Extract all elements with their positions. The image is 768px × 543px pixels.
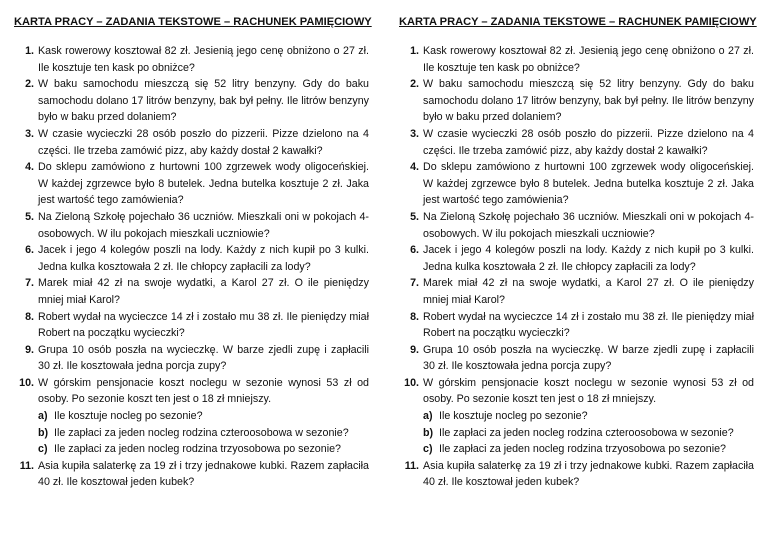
task-number: 5.	[410, 210, 419, 223]
task-item	[14, 76, 369, 126]
task-number: 9.	[25, 343, 34, 356]
task-number: 3.	[25, 127, 34, 140]
task-item	[399, 159, 754, 209]
task-number: 8.	[410, 310, 419, 323]
subtask-letter: a)	[38, 410, 48, 423]
task-text: Asia kupiła salaterkę za 19 zł i trzy jednakowe kubki. Razem zapłaciła 40 zł. Ile kosztował jeden kubek?	[38, 459, 369, 489]
task-item	[399, 242, 754, 275]
task-text: Robert wydał na wycieczce 14 zł i zostało mu 38 zł. Ile pieniędzy miał Robert na początku wycieczki?	[38, 310, 369, 340]
task-number: 7.	[410, 277, 419, 290]
task-item	[399, 43, 754, 76]
task-text: Kask rowerowy kosztował 82 zł. Jesienią jego cenę obniżono o 27 zł. Ile kosztuje ten kask po obniżce?	[423, 45, 754, 74]
subtask-item	[423, 408, 754, 425]
task-item	[399, 458, 754, 491]
task-item	[399, 209, 754, 242]
task-list	[399, 43, 754, 491]
task-text: W baku samochodu mieszczą się 52 litry benzyny. Gdy do baku samochodu dolano 17 litrów benzyny, bak był pełny. Ile litrów benzyny było w baku przed dolaniem?	[38, 78, 369, 124]
task-number: 6.	[25, 244, 34, 257]
task-number: 1.	[25, 45, 34, 57]
task-number: 4.	[25, 161, 34, 174]
task-item	[399, 275, 754, 308]
subtask-item	[423, 441, 754, 458]
task-item	[14, 126, 369, 159]
task-text: Jacek i jego 4 kolegów poszli na lody. Każdy z nich kupił po 3 kulki. Jedna kulka kosztowała 2 zł. Ile chłopcy zapłacili za lody?	[423, 244, 754, 273]
subtask-list	[423, 408, 754, 458]
subtask-item	[423, 425, 754, 442]
task-item	[399, 126, 754, 159]
task-item	[14, 159, 369, 209]
subtask-letter: a)	[423, 410, 433, 423]
task-text: W czasie wycieczki 28 osób poszło do pizzerii. Pizze dzielono na 4 części. Ile trzeba zamówić pizz, aby każdy dostał 2 kawałki?	[38, 127, 369, 157]
task-text: Robert wydał na wycieczce 14 zł i zostało mu 38 zł. Ile pieniędzy miał Robert na początku wycieczki?	[423, 310, 754, 340]
subtask-item	[38, 408, 369, 425]
subtask-letter: b)	[423, 426, 434, 439]
task-item	[14, 43, 369, 76]
subtask-item	[38, 425, 369, 442]
task-number: 6.	[410, 244, 419, 257]
task-text: Marek miał 42 zł na swoje wydatki, a Karol 27 zł. O ile pieniędzy mniej miał Karol?	[423, 277, 754, 306]
task-item	[399, 309, 754, 342]
worksheet-left	[14, 16, 372, 543]
task-item	[14, 342, 369, 375]
task-text: Do sklepu zamówiono z hurtowni 100 zgrzewek wody oligoceńskiej. W każdej zgrzewce było 8 butelek. Jedna butelka kosztuje 2 zł. Jaka jest wartość tego zamówienia?	[423, 161, 754, 207]
subtask-letter: b)	[38, 426, 49, 439]
subtask-text: Ile zapłaci za jeden nocleg rodzina czteroosobowa w sezonie?	[54, 426, 349, 439]
subtask-letter: c)	[423, 443, 433, 456]
task-number: 10.	[19, 376, 34, 389]
task-number: 7.	[25, 277, 34, 290]
task-number: 5.	[25, 210, 34, 223]
task-number: 3.	[410, 127, 419, 140]
worksheet-title: KARTA PRACY – ZADANIA TEKSTOWE – RACHUNEK PAMIĘCIOWY	[14, 16, 372, 28]
task-text: Grupa 10 osób poszła na wycieczkę. W barze zjedli zupę i zapłacili 30 zł. Ile kosztowała jedna porcja zupy?	[38, 343, 369, 373]
subtask-letter: c)	[38, 443, 48, 456]
task-text: Grupa 10 osób poszła na wycieczkę. W barze zjedli zupę i zapłacili 30 zł. Ile kosztowała jedna porcja zupy?	[423, 343, 754, 373]
task-number: 9.	[410, 343, 419, 356]
task-text: Jacek i jego 4 kolegów poszli na lody. Każdy z nich kupił po 3 kulki. Jedna kulka kosztowała 2 zł. Ile chłopcy zapłacili za lody?	[38, 244, 369, 273]
task-text: Na Zieloną Szkołę pojechało 36 uczniów. Mieszkali oni w pokojach 4-osobowych. W ilu pokojach mieszkali uczniowie?	[38, 210, 369, 240]
task-text: W czasie wycieczki 28 osób poszło do pizzerii. Pizze dzielono na 4 części. Ile trzeba zamówić pizz, aby każdy dostał 2 kawałki?	[423, 127, 754, 157]
task-item	[14, 458, 369, 491]
task-number: 8.	[25, 310, 34, 323]
task-text: Marek miał 42 zł na swoje wydatki, a Karol 27 zł. O ile pieniędzy mniej miał Karol?	[38, 277, 369, 306]
task-number: 11.	[19, 459, 34, 472]
subtask-item	[38, 441, 369, 458]
subtask-text: Ile zapłaci za jeden nocleg rodzina trzyosobowa po sezonie?	[54, 443, 341, 456]
task-item	[399, 375, 754, 458]
task-text: W górskim pensjonacie koszt noclegu w sezonie wynosi 53 zł od osoby. Po sezonie koszt ten jest o 18 zł mniejszy.	[423, 376, 754, 406]
task-text: W baku samochodu mieszczą się 52 litry benzyny. Gdy do baku samochodu dolano 17 litrów benzyny, bak był pełny. Ile litrów benzyny było w baku przed dolaniem?	[423, 78, 754, 124]
task-item	[14, 275, 369, 308]
task-number: 1.	[410, 45, 419, 57]
task-text: Do sklepu zamówiono z hurtowni 100 zgrzewek wody oligoceńskiej. W każdej zgrzewce było 8 butelek. Jedna butelka kosztuje 2 zł. Jaka jest wartość tego zamówienia?	[38, 161, 369, 207]
task-list	[14, 43, 369, 491]
task-number: 10.	[404, 376, 419, 389]
worksheet-title: KARTA PRACY – ZADANIA TEKSTOWE – RACHUNEK PAMIĘCIOWY	[399, 16, 757, 28]
task-text: Asia kupiła salaterkę za 19 zł i trzy jednakowe kubki. Razem zapłaciła 40 zł. Ile kosztował jeden kubek?	[423, 459, 754, 489]
subtask-list	[38, 408, 369, 458]
task-number: 11.	[404, 459, 419, 472]
subtask-text: Ile zapłaci za jeden nocleg rodzina trzyosobowa po sezonie?	[439, 443, 726, 456]
task-number: 2.	[25, 78, 34, 91]
task-item	[14, 375, 369, 458]
subtask-text: Ile kosztuje nocleg po sezonie?	[439, 410, 588, 423]
task-item	[399, 76, 754, 126]
subtask-text: Ile kosztuje nocleg po sezonie?	[54, 410, 203, 423]
task-text: Na Zieloną Szkołę pojechało 36 uczniów. Mieszkali oni w pokojach 4-osobowych. W ilu pokojach mieszkali uczniowie?	[423, 210, 754, 240]
task-item	[14, 309, 369, 342]
task-number: 4.	[410, 161, 419, 174]
task-text: Kask rowerowy kosztował 82 zł. Jesienią jego cenę obniżono o 27 zł. Ile kosztuje ten kask po obniżce?	[38, 45, 369, 74]
task-text: W górskim pensjonacie koszt noclegu w sezonie wynosi 53 zł od osoby. Po sezonie koszt ten jest o 18 zł mniejszy.	[38, 376, 369, 406]
subtask-text: Ile zapłaci za jeden nocleg rodzina czteroosobowa w sezonie?	[439, 426, 734, 439]
task-item	[14, 209, 369, 242]
worksheet-right	[399, 16, 757, 543]
task-item	[14, 242, 369, 275]
task-number: 2.	[410, 78, 419, 91]
task-item	[399, 342, 754, 375]
